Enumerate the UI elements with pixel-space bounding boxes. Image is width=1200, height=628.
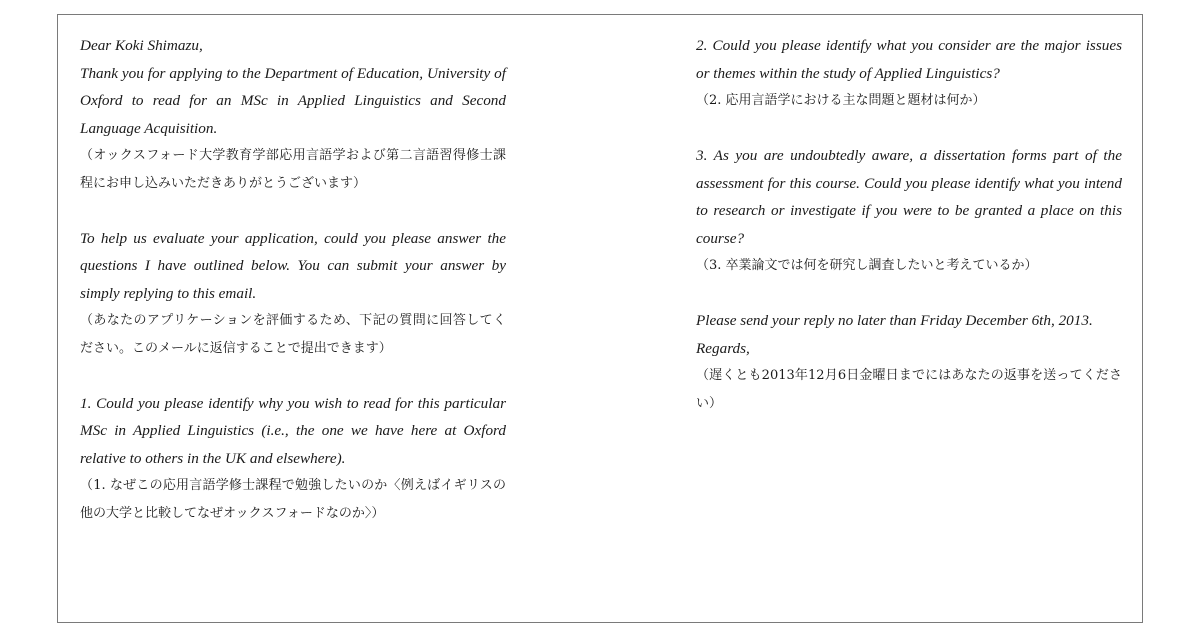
- request-english: To help us evaluate your application, could you please answer the questions I have outlined below. You can submit your answer by simply replying to this email.: [80, 229, 506, 302]
- closing: Regards,: [696, 339, 750, 357]
- question-1-japanese: （1. なぜこの応用言語学修士課程で勉強したいのか〈例えばイギリスの他の大学と比較してなぜオックスフォードなのか〉）: [80, 478, 506, 521]
- letter-column-left: [80, 32, 506, 527]
- spacer: [80, 197, 506, 225]
- question-2-english: 2. Could you please identify what you consider are the major issues or themes within the study of Applied Linguistics?: [696, 37, 1122, 82]
- deadline-japanese: （遅くとも2013年12月6日金曜日までにはあなたの返事を送ってください）: [696, 368, 1122, 411]
- question-2-japanese: （2. 応用言語学における主な問題と題材は何か）: [696, 93, 986, 108]
- question-1-english: 1. Could you please identify why you wish to read for this particular MSc in Applied Linguistics (i.e., the one we have here at Oxford relative to others in the UK and elsewhere).: [80, 394, 506, 467]
- request-japanese: （あなたのアプリケーションを評価するため、下記の質問に回答してください。このメールに返信することで提出できます）: [80, 313, 506, 356]
- spacer: [80, 362, 506, 390]
- spacer: [696, 280, 1122, 308]
- deadline-english: Please send your reply no later than Friday December 6th, 2013.: [696, 312, 1093, 329]
- question-3-japanese: （3. 卒業論文では何を研究し調査したいと考えているか）: [696, 258, 1038, 273]
- letter-frame: [57, 14, 1143, 623]
- question-3-english: 3. As you are undoubtedly aware, a dissertation forms part of the assessment for this course. Could you please identify what you intend to research or investigate if you were to be granted a place on this course?: [696, 147, 1122, 247]
- greeting: Dear Koki Shimazu,: [80, 37, 203, 54]
- letter-column-right: [696, 32, 1122, 417]
- spacer: [696, 115, 1122, 143]
- intro-japanese: （オックスフォード大学教育学部応用言語学および第二言語習得修士課程にお申し込みいただきありがとうございます）: [80, 148, 506, 191]
- intro-english: Thank you for applying to the Department of Education, University of Oxford to read for an MSc in Applied Linguistics and Second Language Acquisition.: [80, 64, 506, 137]
